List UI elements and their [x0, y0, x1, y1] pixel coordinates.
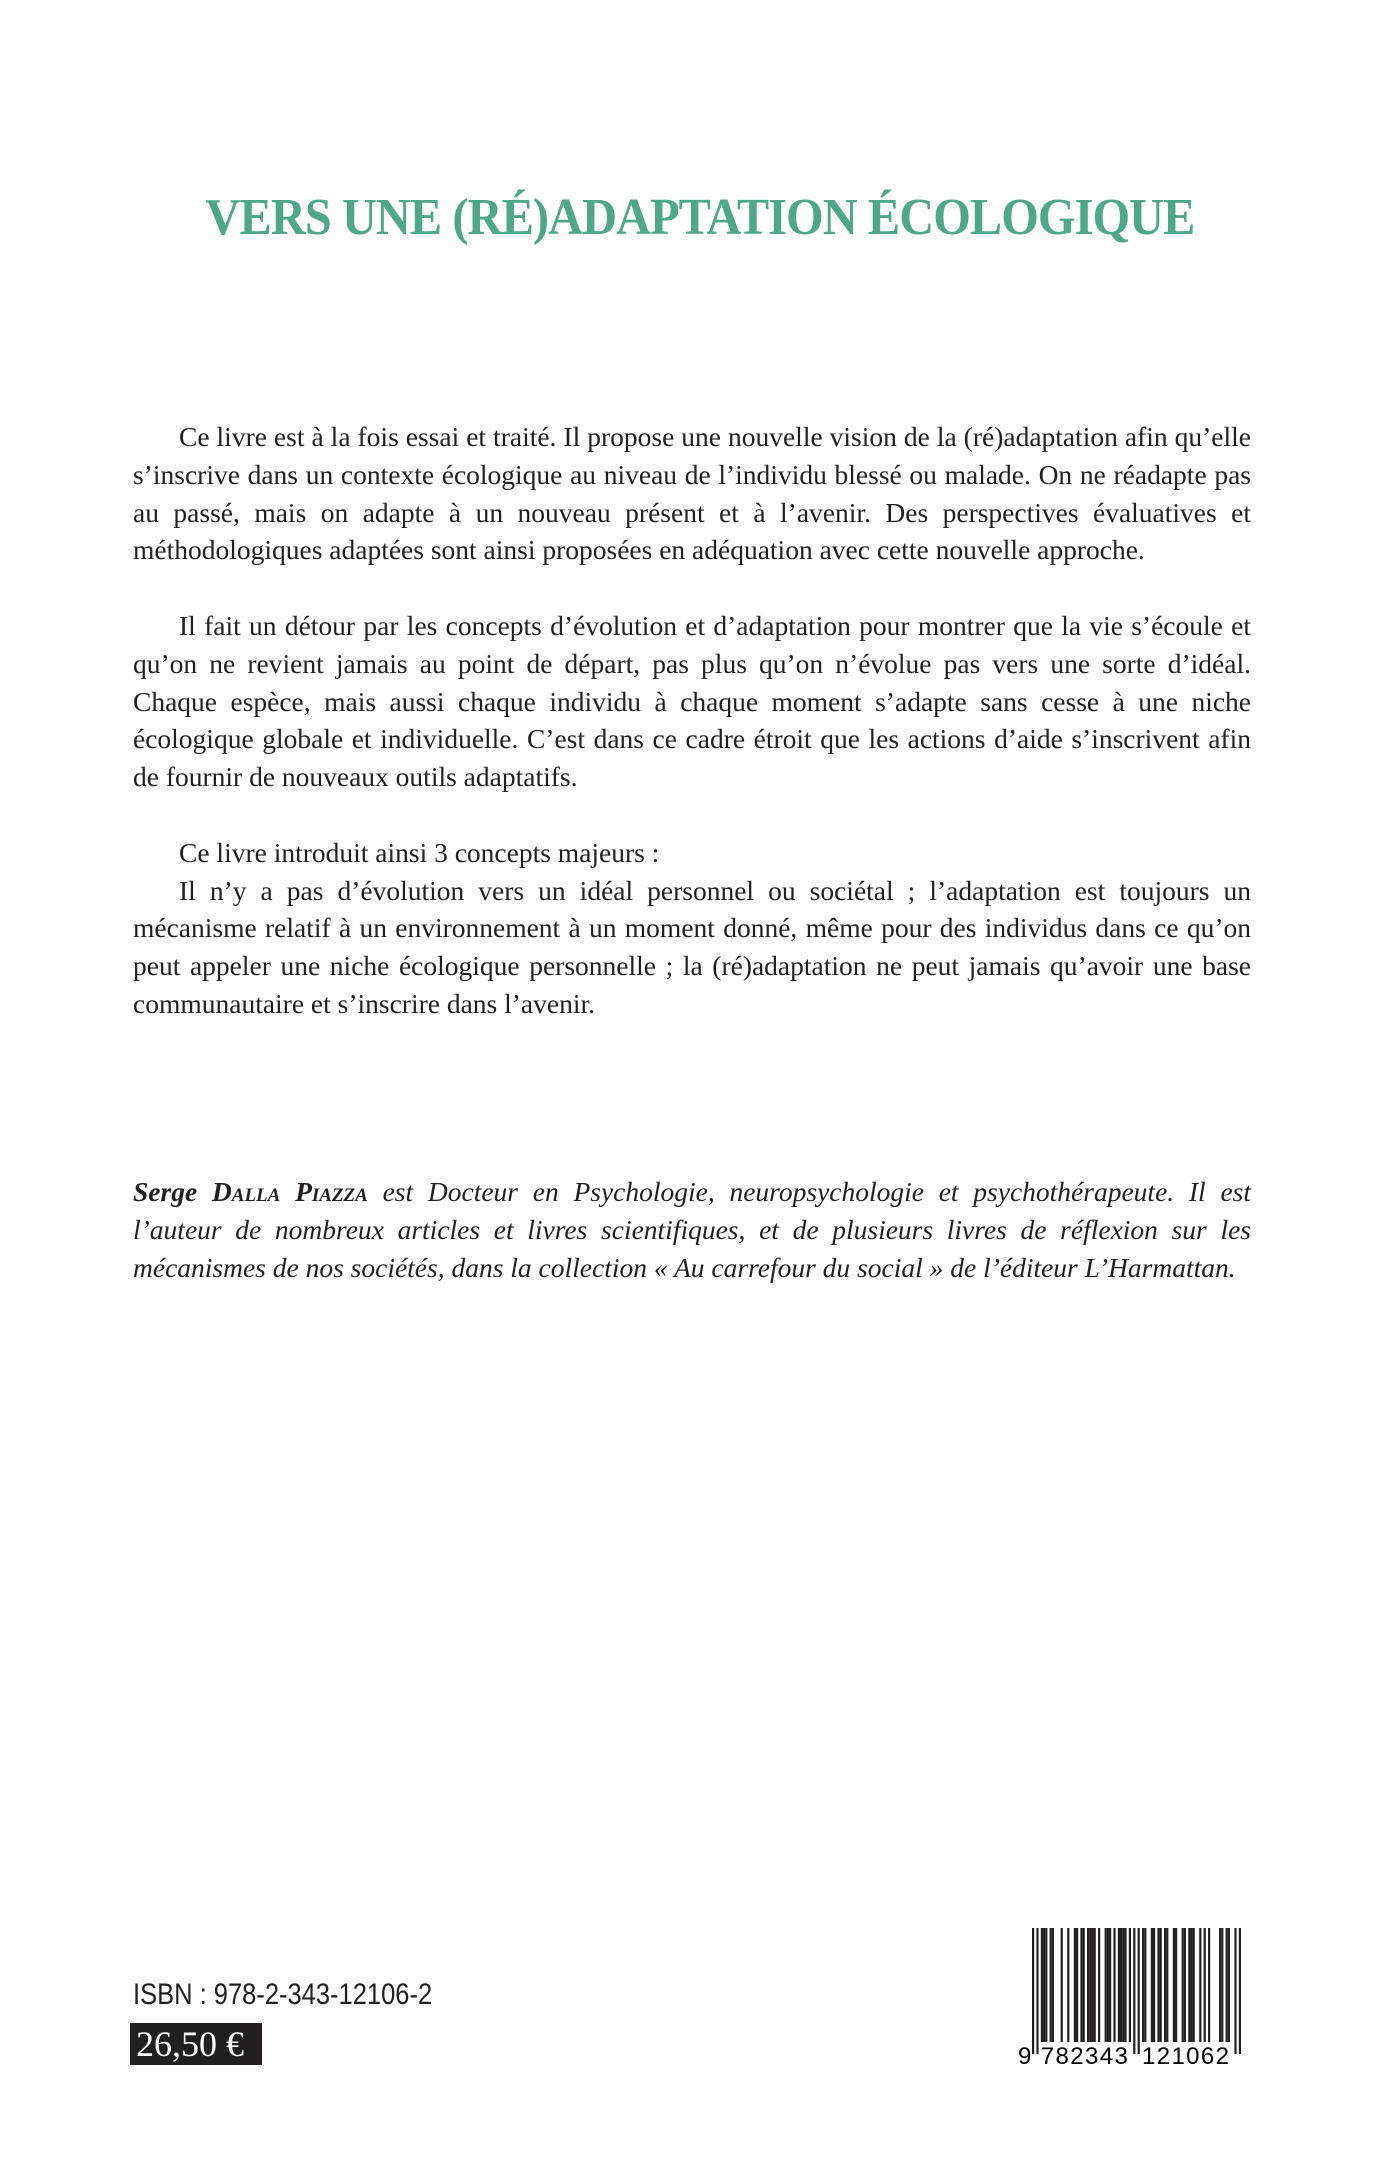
author-last-name: Dalla Piazza [211, 1176, 368, 1207]
barcode-digits: 782343 [1040, 2043, 1128, 2068]
barcode-bar [1083, 1928, 1085, 2042]
book-title: VERS UNE (RÉ)ADAPTATION ÉCOLOGIQUE [205, 189, 1195, 246]
barcode-bar [1118, 1928, 1120, 2042]
barcode-bar [1164, 1928, 1166, 2042]
barcode-bar [1138, 1928, 1140, 2054]
barcode-bar [1122, 1928, 1124, 2042]
barcode-bar [1199, 1928, 1201, 2042]
summary-paragraph: Ce livre est à la fois essai et traité. Il propose une nouvelle vision de la (ré)adaptation afin qu’elle s’inscrive dans un contexte écologique au niveau de l’individu blessé ou malade. On ne réadapte pas au passé, mais on adapte à un nouveau présent et à l’avenir. Des perspectives évaluatives et méthodologiques adaptées sont ainsi proposées en adéquation avec cette nouvelle approche. [133, 421, 1251, 566]
barcode-bar [1157, 1928, 1159, 2042]
summary-paragraph: Ce livre introduit ainsi 3 concepts majeurs : [179, 836, 660, 868]
barcode-bar [1188, 1928, 1190, 2042]
summary-paragraph: Il fait un détour par les concepts d’évolution et d’adaptation pour montrer que la vie s’écoule et qu’on ne revient jamais au point de départ, pas plus qu’on n’évolue pas vers une sorte d’idéal. Chaque espèce, mais aussi chaque individu à chaque moment s’adapte sans cesse à une niche écologique globale et individuelle. C’est dans ce cadre étroit que les actions d’aide s’inscrivent afin de fournir de nouveaux outils adaptatifs. [133, 609, 1251, 793]
author-first-name: Serge [133, 1176, 198, 1207]
barcode-bar [1091, 1928, 1093, 2042]
barcode-digits: 121062 [1142, 2043, 1229, 2068]
barcode-bar [1052, 1928, 1054, 2042]
barcode-bar [1089, 1928, 1091, 2042]
barcode-bar [1107, 1928, 1109, 2042]
barcode-bar [1144, 1928, 1146, 2042]
barcode-bar [1087, 1928, 1089, 2042]
barcode-bar [1076, 1928, 1078, 2042]
author-bio [133, 1173, 1251, 1286]
back-cover-summary [133, 418, 1251, 1061]
barcode-bar [1041, 1928, 1043, 2042]
barcode-bar [1190, 1928, 1192, 2042]
price-tag: 26,50 € [130, 2023, 262, 2065]
barcode-digits: 9 [1018, 2043, 1032, 2068]
barcode-bar [1204, 1928, 1206, 2042]
barcode-bar [1050, 1928, 1052, 2042]
summary-paragraph: Il n’y a pas d’évolution vers un idéal personnel ou sociétal ; l’adaptation est toujours un mécanisme relatif à un environnement à un moment donné, même pour des individus dans ce qu’on peut appeler une niche écologique personnelle ; la (ré)adaptation ne peut jamais qu’avoir une base communautaire et s’inscrire dans l’avenir. [133, 874, 1251, 1019]
isbn-number: 978-2-343-12106-2 [213, 1978, 433, 2011]
barcode-bar [1032, 1928, 1034, 2054]
barcode-bar [1098, 1928, 1100, 2042]
barcode-bar [1036, 1928, 1038, 2054]
barcode-bar [1043, 1928, 1045, 2042]
isbn-label: ISBN : [133, 1978, 207, 2011]
barcode-bar [1133, 1928, 1135, 2054]
barcode-bar [1160, 1928, 1162, 2042]
barcode-bar [1226, 1928, 1228, 2042]
barcode-bar [1113, 1928, 1115, 2042]
barcode-bar [1166, 1928, 1168, 2042]
isbn [133, 1978, 432, 2012]
barcode-bar [1124, 1928, 1126, 2042]
barcode-bar [1129, 1928, 1131, 2042]
author-bio-text: est Docteur en Psychologie, neuropsychologie et psychothérapeute. Il est l’auteur de nombreux articles et livres scientifiques, et de plusieurs livres de réflexion sur les mécanismes de nos sociétés, dans la collection « Au carrefour du social » de l’éditeur L’Harmattan. [133, 1176, 1251, 1283]
barcode-bar [1182, 1928, 1184, 2042]
barcode [1018, 1928, 1258, 2068]
barcode-bar [1234, 1928, 1236, 2054]
barcode-bar [1184, 1928, 1186, 2042]
barcode-bar [1105, 1928, 1107, 2042]
barcode-bar [1221, 1928, 1223, 2042]
barcode-bar [1120, 1928, 1122, 2042]
barcode-bar [1219, 1928, 1221, 2042]
barcode-bar [1153, 1928, 1155, 2042]
barcode-bar [1067, 1928, 1069, 2042]
barcode-bar [1094, 1928, 1096, 2042]
barcode-bar [1142, 1928, 1144, 2042]
barcode-bar [1109, 1928, 1111, 2042]
barcode-bar [1228, 1928, 1230, 2042]
barcode-bar [1061, 1928, 1063, 2042]
barcode-bar [1208, 1928, 1210, 2042]
barcode-bar [1074, 1928, 1076, 2042]
barcode-bar [1239, 1928, 1241, 2054]
barcode-bar [1175, 1928, 1177, 2042]
barcode-bar [1151, 1928, 1153, 2042]
barcode-bar [1173, 1928, 1175, 2042]
barcode-bar [1045, 1928, 1047, 2042]
barcode-bar [1193, 1928, 1195, 2042]
barcode-bar [1080, 1928, 1082, 2042]
